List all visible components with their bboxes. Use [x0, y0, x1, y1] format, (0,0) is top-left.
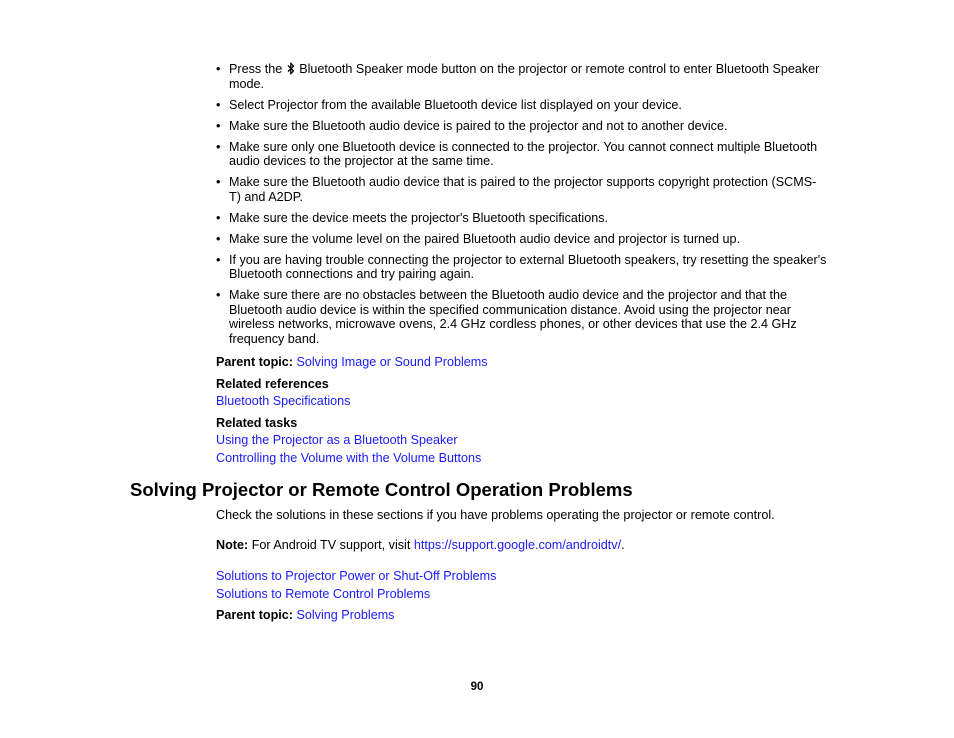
- related-reference-link[interactable]: Bluetooth Specifications: [216, 394, 351, 408]
- related-tasks-heading: Related tasks: [216, 416, 298, 430]
- list-item: [216, 119, 828, 134]
- note-label: Note:: [216, 538, 249, 552]
- related-references-heading: Related references: [216, 377, 329, 391]
- bullet-mark: •: [216, 175, 221, 190]
- bluetooth-icon: [287, 62, 295, 75]
- list-item-text: Make sure the volume level on the paired Bluetooth audio device and projector is turned up.: [229, 231, 741, 246]
- related-task-link[interactable]: Controlling the Volume with the Volume Buttons: [216, 451, 482, 465]
- bullet-mark: •: [216, 252, 221, 267]
- parent-topic-label: Parent topic:: [216, 355, 293, 369]
- list-item: [216, 288, 828, 346]
- section-intro: Check the solutions in these sections if you have problems operating the projector or remote control.: [216, 508, 775, 522]
- bullet-mark: •: [216, 97, 221, 112]
- parent-topic-link[interactable]: Solving Image or Sound Problems: [296, 355, 488, 369]
- list-item: [216, 232, 828, 247]
- bullet-mark: •: [216, 231, 221, 246]
- parent-topic-2: [216, 608, 394, 623]
- parent-topic-link[interactable]: Solving Problems: [296, 608, 395, 622]
- bullet-mark: •: [216, 288, 221, 303]
- bullet-mark: •: [216, 62, 221, 76]
- list-item: [216, 140, 828, 169]
- related-task-link[interactable]: Using the Projector as a Bluetooth Speaker: [216, 433, 458, 447]
- list-item: [216, 62, 828, 91]
- note-suffix: .: [621, 538, 625, 552]
- list-item-text: Select Projector from the available Bluetooth device list displayed on your device.: [229, 97, 682, 112]
- list-item-text: Make sure the Bluetooth audio device that is paired to the projector supports copyright protection (SCMS-T) and A2DP.: [229, 175, 817, 204]
- list-item-text: Make sure the Bluetooth audio device is paired to the projector and not to another device.: [229, 118, 728, 133]
- list-item: [216, 211, 828, 226]
- section-link[interactable]: Solutions to Projector Power or Shut-Off Problems: [216, 569, 497, 583]
- section-heading: Solving Projector or Remote Control Operation Problems: [130, 479, 633, 500]
- list-item-text: If you are having trouble connecting the projector to external Bluetooth speakers, try resetting the speaker's Bluetooth connections and try pairing again.: [229, 252, 827, 282]
- android-tv-support-link[interactable]: https://support.google.com/androidtv/: [413, 538, 622, 552]
- page-number: 90: [470, 681, 484, 693]
- list-item-text-post: Bluetooth Speaker mode button on the projector or remote control to enter Bluetooth Speaker mode.: [229, 62, 820, 91]
- list-item-text: Make sure the device meets the projector's Bluetooth specifications.: [229, 210, 609, 225]
- list-item: [216, 175, 828, 204]
- list-item: [216, 253, 828, 282]
- bullet-mark: •: [216, 139, 221, 154]
- parent-topic-1: [216, 355, 488, 370]
- parent-topic-label: Parent topic:: [216, 608, 293, 622]
- bullet-mark: •: [216, 210, 221, 225]
- troubleshooting-list: [216, 62, 828, 353]
- section-link[interactable]: Solutions to Remote Control Problems: [216, 587, 431, 601]
- bullet-mark: •: [216, 118, 221, 133]
- list-item-text: Make sure there are no obstacles between the Bluetooth audio device and the projector and that the Bluetooth audio device is within the specified communication distance. Avoid using the projector near wireless networks, microwave ovens, 2.4 GHz cordless phones, or other devices that use the 2.4 GHz frequency band.: [229, 288, 797, 347]
- list-item-text-pre: Press the: [229, 62, 286, 76]
- note: [216, 538, 625, 553]
- note-text: For Android TV support, visit: [251, 538, 414, 552]
- list-item: [216, 98, 828, 113]
- list-item-text: Make sure only one Bluetooth device is connected to the projector. You cannot connect multiple Bluetooth audio devices to the projector at the same time.: [229, 139, 818, 169]
